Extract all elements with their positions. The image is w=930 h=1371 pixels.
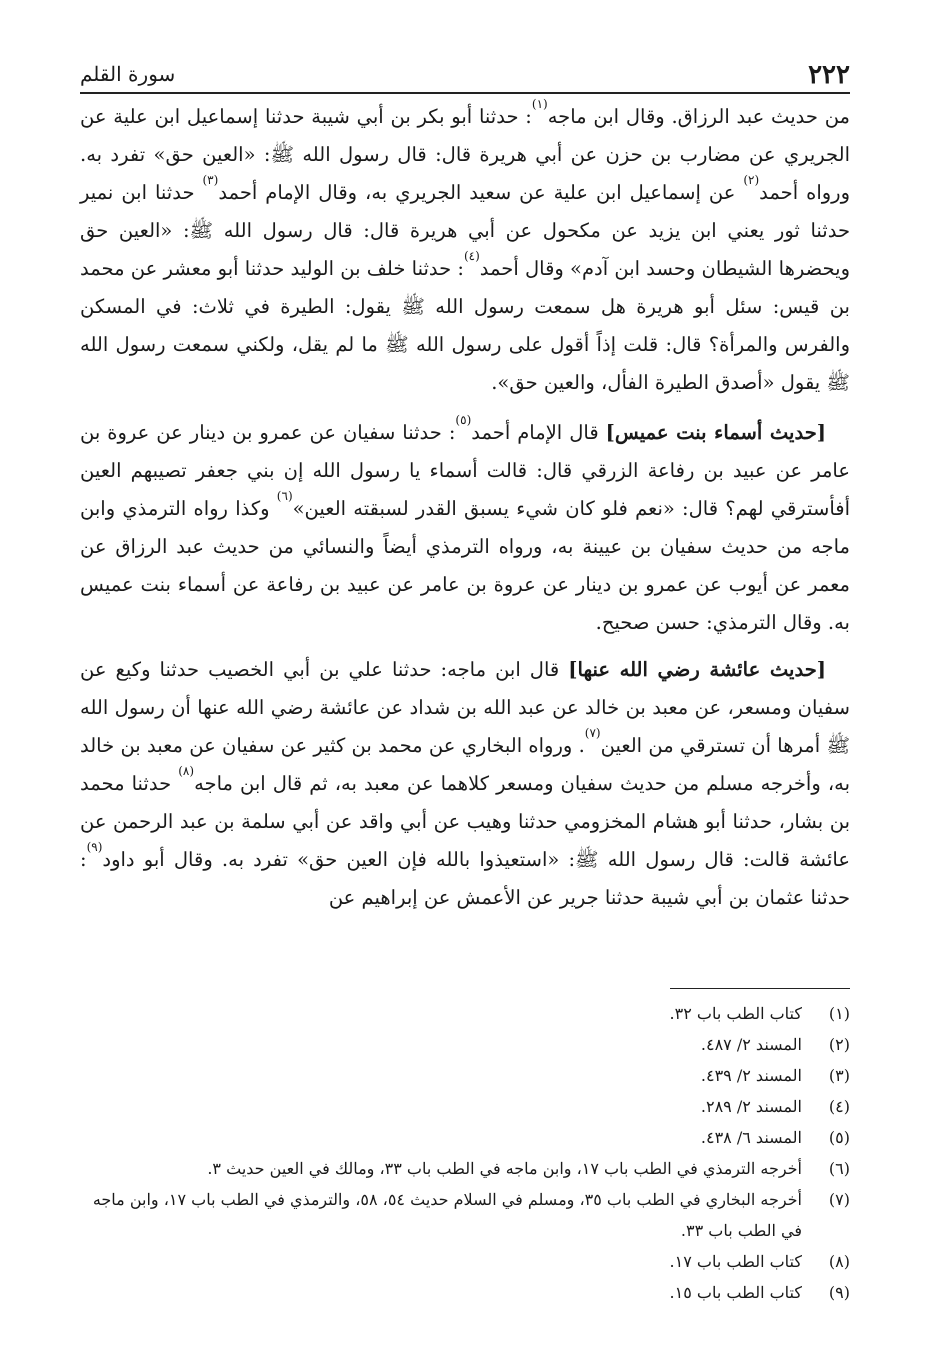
footnote-number: (٣) xyxy=(828,1066,850,1085)
footnote-ref: (٦) xyxy=(276,489,293,503)
footnote-ref: (١) xyxy=(531,97,548,111)
surah-title: سورة القلم xyxy=(80,62,176,86)
footnote-text: المسند ٦/ ٤٣٨. xyxy=(700,1128,802,1147)
footnote-item xyxy=(80,1060,850,1091)
header-rule xyxy=(80,92,850,94)
footnote-text: أخرجه البخاري في الطب باب ٣٥، ومسلم في السلام حديث ٥٤، ٥٨، والترمذي في الطب باب ١٧، وابن ماجه في الطب باب ٣٣. xyxy=(92,1190,802,1240)
footnote-item xyxy=(80,1184,850,1246)
footnote-item xyxy=(80,1153,850,1184)
main-text xyxy=(80,98,850,917)
footnote-ref: (٩) xyxy=(86,840,103,854)
footnote-number: (٦) xyxy=(828,1159,850,1178)
footnote-number: (٧) xyxy=(828,1190,850,1209)
footnote-ref: (٢) xyxy=(743,173,760,187)
text-run: من حديث عبد الرزاق. وقال ابن ماجه xyxy=(547,105,850,128)
footnote-number: (٩) xyxy=(828,1283,850,1302)
footnote-text: المسند ٢/ ٤٣٩. xyxy=(700,1066,802,1085)
footnote-number: (٨) xyxy=(828,1252,850,1271)
footnote-ref: (٥) xyxy=(455,413,472,427)
text-run: حدثنا محمد بن بشار، حدثنا أبو هشام المخزومي حدثنا وهيب عن أبي واقد عن أبي سلمة بن عبد الرحمن عن عائشة قالت: قال رسول الله ﷺ: «استعيذوا بالله فإن العين حق» تفرد به. وقال أبو داود xyxy=(80,772,850,871)
footnote-item xyxy=(80,1122,850,1153)
footnote-number: (٥) xyxy=(828,1128,850,1147)
footnote-number: (١) xyxy=(828,1004,850,1023)
text-run: : حدثنا خلف بن الوليد حدثنا أبو معشر عن محمد بن قيس: سئل أبو هريرة هل سمعت رسول الله ﷺ يقول: الطيرة في ثلاث: في المسكن والفرس والمرأة؟ قال: قلت إذاً أقول على رسول الله ﷺ ما لم يقل، ولكني سمعت رسول الله ﷺ يقول «أصدق الطيرة الفأل، والعين حق». xyxy=(80,257,850,394)
section-heading: [حديث أسماء بنت عميس] xyxy=(605,421,826,444)
footnote-ref: (٣) xyxy=(202,173,219,187)
text-run: : حدثنا أبو بكر بن أبي شيبة حدثنا إسماعيل ابن علية عن الجريري عن مضارب بن حزن عن أبي هريرة قال: قال رسول الله ﷺ: «العين حق» تفرد به. ورواه أحمد xyxy=(80,105,850,204)
page-header xyxy=(80,60,850,94)
footnote-number: (٤) xyxy=(828,1097,850,1116)
page-number: ٢٢٢ xyxy=(808,60,850,90)
footnote-item xyxy=(80,1029,850,1060)
footnotes xyxy=(80,998,850,1308)
paragraph-1 xyxy=(80,98,850,402)
footnote-text: المسند ٢/ ٤٨٧. xyxy=(700,1035,802,1054)
footnote-ref: (٨) xyxy=(178,764,195,778)
footnote-text: المسند ٢/ ٢٨٩. xyxy=(700,1097,802,1116)
paragraph-3 xyxy=(80,651,850,917)
footnote-text: كتاب الطب باب ٣٢. xyxy=(669,1004,802,1023)
footnote-text: كتاب الطب باب ١٧. xyxy=(669,1252,802,1271)
footnote-number: (٢) xyxy=(828,1035,850,1054)
footnote-item xyxy=(80,1091,850,1122)
text-run: قال الإمام أحمد xyxy=(471,421,606,444)
footnote-separator xyxy=(670,988,850,989)
footnote-item xyxy=(80,1246,850,1277)
footnote-text: أخرجه الترمذي في الطب باب ١٧، وابن ماجه في الطب باب ٣٣، ومالك في العين حديث ٣. xyxy=(207,1159,802,1178)
footnote-item xyxy=(80,998,850,1029)
text-run: : حدثنا عثمان بن أبي شيبة حدثنا جرير عن الأعمش عن إبراهيم عن xyxy=(80,848,850,909)
text-run: عن إسماعيل ابن علية عن سعيد الجريري به، وقال الإمام أحمد xyxy=(218,181,744,204)
text-run: : حدثنا سفيان عن عمرو بن دينار عن عروة بن عامر عن عبيد بن رفاعة الزرقي قال: قالت أسماء يا رسول الله إن بني جعفر تصيبهم العين أفأسترقي لهم؟ قال: «نعم فلو كان شيء يسبق القدر لسبقته العين» xyxy=(80,421,851,520)
footnote-ref: (٤) xyxy=(463,249,480,263)
text-run: قال ابن ماجه: حدثنا علي بن أبي الخصيب حدثنا وكيع عن سفيان ومسعر، عن معبد بن خالد عن عبد الله بن شداد عن عائشة رضي الله عنها أن رسول الله ﷺ أمرها أن تسترقي من العين xyxy=(80,658,850,757)
paragraph-2 xyxy=(80,414,850,642)
footnote-text: كتاب الطب باب ١٥. xyxy=(669,1283,802,1302)
footnote-ref: (٧) xyxy=(584,726,601,740)
section-heading: [حديث عائشة رضي الله عنها] xyxy=(568,658,826,681)
text-run: حدثنا ابن نمير حدثنا ثور يعني ابن يزيد عن مكحول عن أبي هريرة قال: قال رسول الله ﷺ: «العين حق ويحضرها الشيطان وحسد ابن آدم» وقال أحمد xyxy=(80,181,850,280)
footnote-item xyxy=(80,1277,850,1308)
text-run: . ورواه البخاري عن محمد بن كثير عن سفيان عن معبد بن خالد به، وأخرجه مسلم من حديث سفيان ومسعر كلاهما عن معبد به، ثم قال ابن ماجه xyxy=(80,734,851,795)
text-run: وكذا رواه الترمذي وابن ماجه من حديث سفيان بن عيينة به، ورواه الترمذي أيضاً والنسائي من حديث عبد الرزاق عن معمر عن أيوب عن عمرو بن دينار عن عروة بن عامر عن عبيد بن رفاعة عن أسماء بنت عميس به. وقال الترمذي: حسن صحيح. xyxy=(80,497,850,634)
